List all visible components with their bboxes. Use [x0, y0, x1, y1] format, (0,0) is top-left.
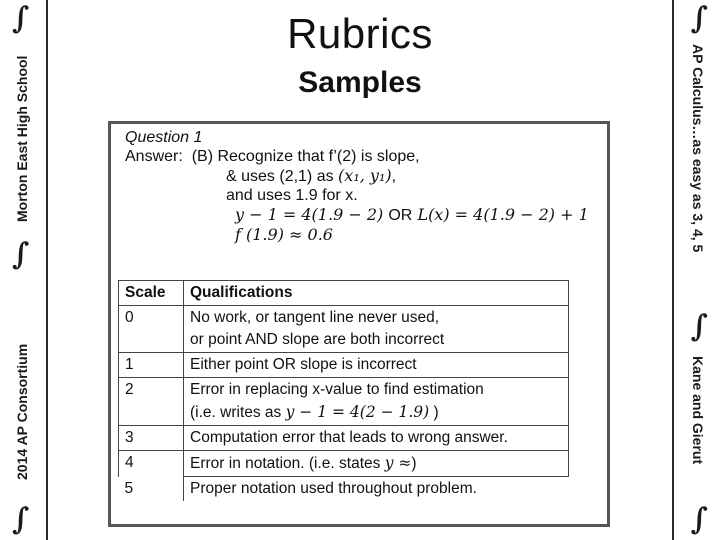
qualification-cell: Proper notation used throughout problem. — [184, 477, 569, 502]
table-row — [119, 353, 569, 378]
qualification-text — [190, 401, 562, 424]
rubric-table — [118, 280, 569, 501]
qualification-cell: Either point OR slope is incorrect — [184, 353, 569, 378]
integral-symbol-icon: ∫ — [690, 1, 708, 36]
table-row — [119, 306, 569, 353]
table-row — [119, 451, 569, 477]
question-heading: Question 1 — [125, 129, 203, 146]
estimate-equation: f (1.9) ≈ 0.6 — [235, 225, 333, 244]
scale-header: Scale — [119, 281, 184, 306]
answer-text-1: (B) Recognize that f’(2) is slope, — [191, 148, 420, 165]
table-header-row — [119, 281, 569, 306]
point-notation: (x₁, y₁) — [338, 166, 392, 185]
qualification-cell — [184, 378, 569, 426]
integral-symbol-icon: ∫ — [690, 502, 708, 537]
scale-cell: 2 — [119, 378, 184, 426]
answer-text-2-end: , — [391, 168, 397, 185]
qualification-cell: Computation error that leads to wrong answer. — [184, 426, 569, 451]
equation-line-2 — [125, 225, 589, 244]
table-row — [119, 426, 569, 451]
qualification-text-part: (i.e. writes as — [190, 404, 286, 421]
scale-cell: 3 — [119, 426, 184, 451]
table-row — [119, 477, 569, 502]
qualification-cell — [184, 451, 569, 477]
table-row — [119, 378, 569, 426]
right-side-band: ∫ AP Calculus…as easy as 3, 4, 5 ∫ Kane and Gierut ∫ — [672, 0, 720, 540]
equation-inline: y − 1 = 4(2 − 1.9) — [285, 403, 430, 421]
scale-cell: 5 — [119, 477, 184, 502]
qualification-text-part: Error in notation. (i.e. states — [190, 455, 385, 472]
page-subtitle: Samples — [298, 66, 422, 99]
answer-line-1 — [125, 147, 589, 166]
scale-cell: 0 — [119, 306, 184, 353]
linear-equation: y − 1 = 4(1.9 − 2) — [235, 205, 384, 224]
integral-symbol-icon: ∫ — [12, 1, 30, 36]
scale-cell: 4 — [119, 451, 184, 477]
qualification-text: or point AND slope are both incorrect — [190, 331, 445, 348]
equation-inline: y ≈ — [384, 454, 412, 472]
answer-line-2 — [125, 166, 589, 186]
answer-line-3: and uses 1.9 for x. — [226, 187, 358, 204]
integral-symbol-icon: ∫ — [12, 237, 30, 272]
or-label: OR — [388, 207, 413, 224]
integral-symbol-icon: ∫ — [12, 502, 30, 537]
qualification-text: No work, or tangent line never used, — [190, 309, 439, 326]
integral-symbol-icon: ∫ — [690, 309, 708, 344]
qualifications-header: Qualifications — [184, 281, 569, 306]
scale-cell: 1 — [119, 353, 184, 378]
qualification-text-part: ) — [429, 404, 439, 421]
answer-label: Answer: — [125, 148, 183, 165]
question-block — [125, 128, 589, 244]
consortium-label: 2014 AP Consortium — [14, 343, 30, 480]
qualification-text-part: ) — [411, 455, 417, 472]
linearization-equation: L(x) = 4(1.9 − 2) + 1 — [417, 205, 589, 224]
answer-text-2: & uses (2,1) as — [226, 168, 339, 185]
page-title: Rubrics — [287, 10, 433, 57]
qualification-text: Error in replacing x-value to find estimation — [190, 381, 484, 398]
qualification-cell — [184, 306, 569, 353]
sample-card — [108, 121, 610, 527]
school-name-label: Morton East High School — [14, 55, 30, 222]
equation-line-1 — [125, 205, 589, 225]
